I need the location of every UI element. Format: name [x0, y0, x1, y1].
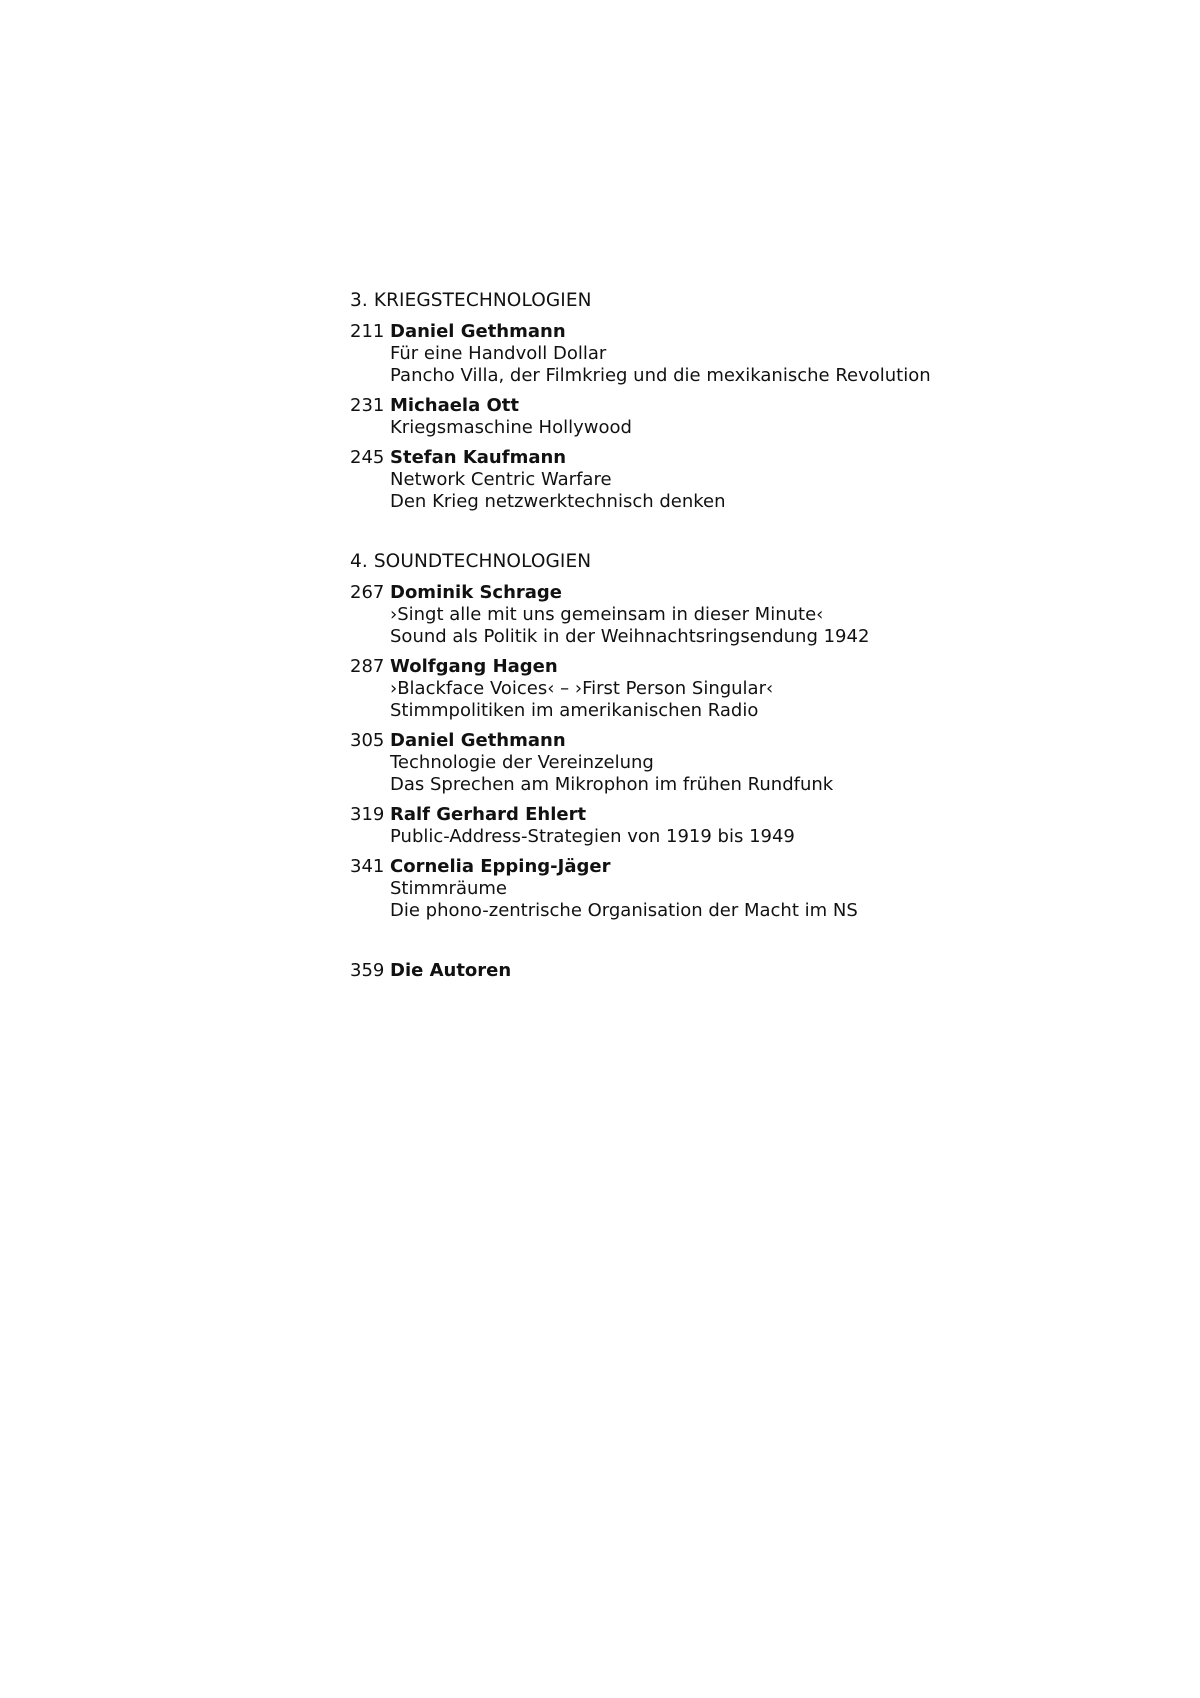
toc-entry [350, 730, 1110, 796]
author-name: Ralf Gerhard Ehlert [390, 804, 587, 825]
toc-entry [350, 656, 1110, 722]
entry-body [390, 321, 1110, 387]
entry-subtitle: Sound als Politik in der Weihnachtsringsendung 1942 [390, 626, 870, 647]
entry-body [390, 804, 1110, 848]
author-name: Dominik Schrage [390, 582, 563, 603]
toc-entry [350, 856, 1110, 922]
entry-title: Network Centric Warfare [390, 469, 612, 490]
author-name: Cornelia Epping-Jäger [390, 856, 611, 877]
author-name: Wolfgang Hagen [390, 656, 558, 677]
entry-body [390, 730, 1110, 796]
entry-subtitle: Die phono-zentrische Organisation der Macht im NS [390, 900, 858, 921]
toc-entry [350, 395, 1110, 439]
entry-body [390, 582, 1110, 648]
entry-title: ›Singt alle mit uns gemeinsam in dieser Minute‹ [390, 604, 824, 625]
entry-title: Stimmräume [390, 878, 507, 899]
page-number: 341 [350, 856, 385, 877]
section-kriegstechnologien [350, 290, 1110, 513]
entry-body [390, 656, 1110, 722]
toc-entry [350, 582, 1110, 648]
section-title: 4. SOUNDTECHNOLOGIEN [350, 551, 592, 572]
page-number: 305 [350, 730, 385, 751]
toc-entry [350, 321, 1110, 387]
page-number: 245 [350, 447, 385, 468]
entry-title: Für eine Handvoll Dollar [390, 343, 607, 364]
author-name: Daniel Gethmann [390, 321, 566, 342]
entry-body [390, 395, 1110, 439]
entry-body [390, 960, 1110, 982]
page-number: 231 [350, 395, 385, 416]
entry-body [390, 447, 1110, 513]
page-number: 359 [350, 960, 385, 981]
page-number: 287 [350, 656, 385, 677]
table-of-contents [350, 290, 1110, 990]
author-name: Daniel Gethmann [390, 730, 566, 751]
author-name: Michaela Ott [390, 395, 520, 416]
entry-subtitle: Stimmpolitiken im amerikanischen Radio [390, 700, 759, 721]
entry-subtitle: Das Sprechen am Mikrophon im frühen Rundfunk [390, 774, 834, 795]
entry-subtitle: Den Krieg netzwerktechnisch denken [390, 491, 726, 512]
page-number: 267 [350, 582, 385, 603]
entry-title: ›Blackface Voices‹ – ›First Person Singular‹ [390, 678, 774, 699]
entry-title: Kriegsmaschine Hollywood [390, 417, 632, 438]
entry-subtitle: Pancho Villa, der Filmkrieg und die mexikanische Revolution [390, 365, 931, 386]
section-title: 3. KRIEGSTECHNOLOGIEN [350, 290, 592, 311]
entry-title: Public-Address-Strategien von 1919 bis 1949 [390, 826, 795, 847]
toc-entry-autoren [350, 960, 1110, 982]
section-soundtechnologien [350, 551, 1110, 922]
entry-body [390, 856, 1110, 922]
author-name: Stefan Kaufmann [390, 447, 567, 468]
toc-entry [350, 804, 1110, 848]
entry-title: Technologie der Vereinzelung [390, 752, 654, 773]
entry-title-autoren: Die Autoren [390, 960, 512, 981]
page-number: 211 [350, 321, 385, 342]
toc-entry [350, 447, 1110, 513]
page-number: 319 [350, 804, 385, 825]
